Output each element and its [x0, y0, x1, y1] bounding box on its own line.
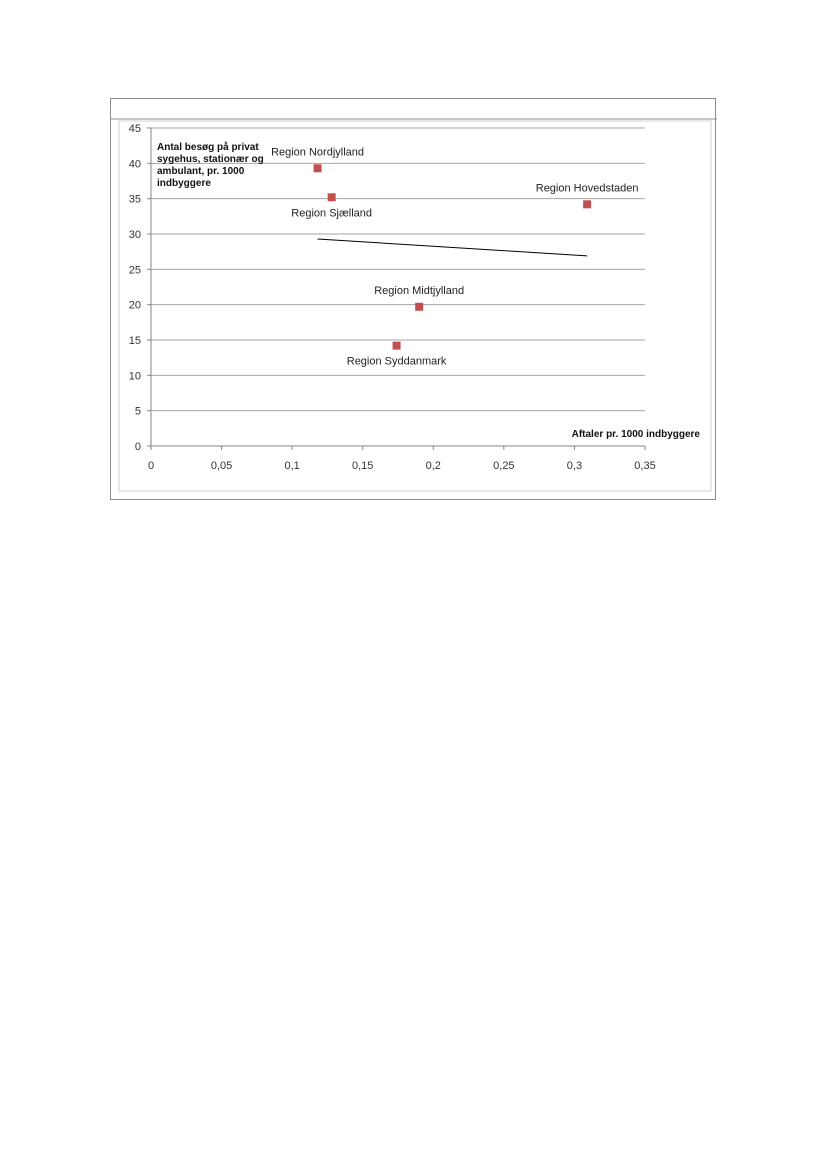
y-tick-label-3: 15 [128, 335, 141, 347]
x-tick-label-1: 0,05 [210, 460, 233, 472]
y-tick-label-2: 10 [128, 370, 141, 383]
point-label-2: Region Hovedstaden [535, 182, 639, 195]
y-axis-label-line-1: sygehus, stationær og [157, 154, 264, 165]
y-axis-label-line-0: Antal besøg på privat [157, 142, 259, 153]
x-tick-label-0: 0 [147, 460, 155, 472]
x-tick-label-3: 0,15 [352, 460, 374, 472]
y-tick-label-9: 45 [128, 123, 141, 135]
chart-frame [110, 98, 716, 500]
point-label-1: Region Sjælland [291, 207, 373, 220]
data-point-2 [583, 200, 591, 208]
scatter-chart [111, 99, 717, 501]
data-point-3 [415, 303, 423, 311]
data-point-4 [393, 342, 401, 350]
point-labels [271, 146, 638, 367]
x-tick-label-2: 0,1 [284, 460, 300, 472]
x-tick-label-7: 0,35 [634, 460, 656, 472]
point-label-4: Region Syddanmark [346, 355, 447, 368]
x-tick-label-6: 0,3 [566, 460, 583, 472]
data-point-1 [328, 193, 336, 201]
y-tick-label-5: 25 [128, 264, 141, 277]
y-axis-label-line-3: indbyggere [157, 178, 211, 189]
x-tick-label-5: 0,25 [493, 460, 515, 472]
y-tick-label-6: 30 [128, 229, 141, 241]
x-tick-label-4: 0,2 [425, 460, 441, 472]
trendline [318, 239, 588, 256]
x-axis-label: Aftaler pr. 1000 indbyggere [571, 429, 700, 440]
y-tick-label-4: 20 [128, 299, 141, 312]
point-label-0: Region Nordjylland [271, 146, 365, 159]
y-tick-label-0: 0 [134, 441, 141, 453]
y-tick-label-7: 35 [128, 193, 141, 206]
y-axis-label-line-2: ambulant, pr. 1000 [157, 166, 245, 177]
y-tick-label-8: 40 [128, 158, 141, 171]
data-point-0 [314, 164, 322, 172]
y-tick-label-1: 5 [134, 405, 141, 418]
trendline-group [318, 239, 588, 256]
point-label-3: Region Midtjylland [374, 284, 465, 297]
y-axis-label [157, 141, 264, 189]
